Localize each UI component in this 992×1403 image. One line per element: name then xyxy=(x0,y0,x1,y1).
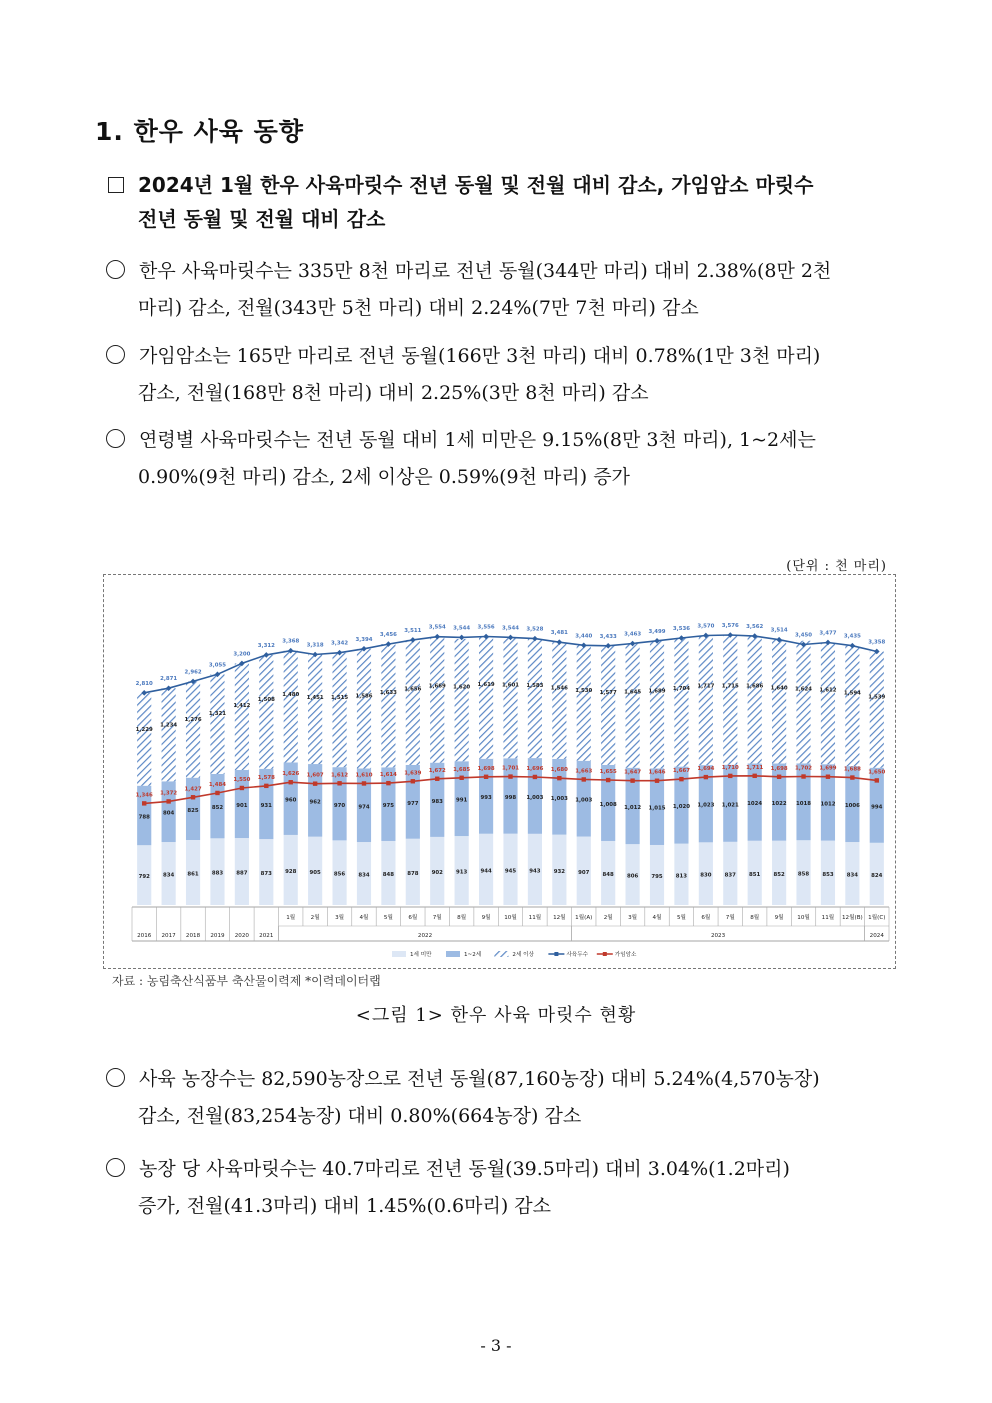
data-label-under-1yr: 883 xyxy=(211,870,224,877)
axis-tick-label: 10월 xyxy=(504,915,517,921)
data-label-total: 3,576 xyxy=(721,623,739,630)
breeding-cow-point xyxy=(459,776,463,780)
data-label-over-2yr: 1,612 xyxy=(819,687,837,694)
bullet-paragraph xyxy=(106,422,896,496)
data-label-1-2yr: 983 xyxy=(431,798,443,805)
data-label-total: 3,562 xyxy=(746,624,764,631)
breeding-cow-point xyxy=(777,775,781,779)
data-label-under-1yr: 943 xyxy=(529,868,541,875)
data-label-breeding-cow: 1,672 xyxy=(428,767,446,774)
data-label-total: 3,556 xyxy=(477,624,495,631)
circle-bullet-icon xyxy=(106,1158,125,1177)
breeding-cow-point xyxy=(582,777,586,781)
axis-tick-label: 7월 xyxy=(725,915,735,921)
data-label-under-1yr: 852 xyxy=(773,871,785,878)
data-label-breeding-cow: 1,655 xyxy=(599,769,617,776)
data-label-over-2yr: 1,321 xyxy=(208,711,226,718)
bar-over-2yr xyxy=(430,637,444,763)
data-label-total: 3,544 xyxy=(453,625,471,632)
bar-over-2yr xyxy=(870,652,884,768)
breeding-cow-point xyxy=(215,791,219,795)
data-label-1-2yr: 998 xyxy=(504,794,517,801)
data-label-total: 3,511 xyxy=(404,627,422,634)
data-label-over-2yr: 1,624 xyxy=(795,686,813,693)
bar-over-2yr xyxy=(650,641,664,769)
legend-label: 사육두수 xyxy=(566,952,589,958)
data-label-breeding-cow: 1,550 xyxy=(233,776,251,783)
axis-tick-label: 5월 xyxy=(676,915,686,921)
data-label-1-2yr: 804 xyxy=(162,810,175,817)
bullet-paragraph xyxy=(106,1061,896,1135)
data-label-breeding-cow: 1,639 xyxy=(404,770,422,777)
data-label-1-2yr: 852 xyxy=(211,805,224,812)
data-label-total: 3,055 xyxy=(208,662,226,669)
breeding-cow-point xyxy=(362,781,366,785)
data-label-over-2yr: 1,234 xyxy=(160,722,178,729)
data-label-under-1yr: 792 xyxy=(138,874,150,881)
breeding-cow-point xyxy=(826,775,830,779)
data-label-1-2yr: 960 xyxy=(285,797,297,804)
bar-over-2yr xyxy=(795,641,813,764)
data-label-under-1yr: 932 xyxy=(553,868,565,875)
data-label-over-2yr: 1,594 xyxy=(843,690,861,697)
data-label-under-1yr: 853 xyxy=(822,871,834,878)
data-label-1-2yr: 977 xyxy=(407,800,419,807)
bar-over-2yr xyxy=(381,644,395,767)
data-label-under-1yr: 905 xyxy=(309,869,321,876)
unit-label: (단위 : 천 마리) xyxy=(786,559,887,574)
bar-over-2yr xyxy=(186,681,200,777)
data-label-total: 3,440 xyxy=(575,633,593,640)
data-label-over-2yr: 1,412 xyxy=(233,702,251,709)
data-label-total: 2,962 xyxy=(184,669,202,676)
data-label-under-1yr: 848 xyxy=(602,871,614,878)
legend-label: 가임암소 xyxy=(614,952,637,958)
data-label-total: 3,450 xyxy=(795,632,813,639)
breeding-cow-point xyxy=(606,778,610,782)
bullet-line-1 xyxy=(106,1061,896,1098)
axis-tick-label: 9월 xyxy=(481,915,491,921)
breeding-cow-point xyxy=(728,774,732,778)
axis-year-label: 2022 xyxy=(417,933,433,939)
bar-over-2yr xyxy=(259,655,273,769)
data-label-over-2yr: 1,620 xyxy=(453,684,471,691)
circle-bullet-icon xyxy=(106,345,125,364)
breeding-cow-point xyxy=(191,795,195,799)
data-label-over-2yr: 1,508 xyxy=(257,697,275,704)
legend-swatch xyxy=(392,951,406,957)
data-label-under-1yr: 813 xyxy=(675,873,688,880)
breeding-cow-point xyxy=(704,775,708,779)
data-label-over-2yr: 1,619 xyxy=(477,681,495,688)
data-label-breeding-cow: 1,346 xyxy=(135,792,153,799)
data-label-total: 3,570 xyxy=(697,623,715,630)
data-label-breeding-cow: 1,694 xyxy=(697,766,715,773)
data-label-total: 3,456 xyxy=(379,632,397,639)
legend-swatch xyxy=(446,951,460,957)
axis-tick-label: 9월 xyxy=(774,915,784,921)
axis-tick-label: 2016 xyxy=(137,933,152,939)
bar-over-2yr xyxy=(577,645,591,761)
axis-tick-label: 1월(C) xyxy=(868,915,886,921)
data-label-1-2yr: 825 xyxy=(187,807,199,814)
data-label-total: 2,871 xyxy=(160,676,178,683)
legend-swatch xyxy=(494,951,508,957)
data-label-1-2yr: 931 xyxy=(260,802,272,809)
breeding-cow-point xyxy=(313,781,317,785)
bar-over-2yr xyxy=(748,636,762,763)
bullet-line-2: 감소, 전월(168만 8천 마리) 대비 2.25%(3만 8천 마리) 감소 xyxy=(138,382,649,404)
data-label-breeding-cow: 1,607 xyxy=(306,772,324,779)
data-label-1-2yr: 974 xyxy=(358,804,370,811)
data-label-breeding-cow: 1,646 xyxy=(648,769,666,776)
bar-over-2yr xyxy=(601,646,615,765)
data-label-breeding-cow: 1,711 xyxy=(746,764,764,771)
breeding-cow-point xyxy=(411,779,415,783)
data-label-over-2yr: 1,633 xyxy=(379,689,397,696)
data-label-total: 3,312 xyxy=(257,642,275,649)
axis-tick-label: 2월 xyxy=(310,915,320,921)
data-label-1-2yr: 994 xyxy=(871,804,883,811)
data-label-total: 3,477 xyxy=(819,630,837,637)
data-label-breeding-cow: 1,650 xyxy=(868,769,886,776)
data-label-breeding-cow: 1,667 xyxy=(672,768,690,775)
bullet-line-2: 마리) 감소, 전월(343만 5천 마리) 대비 2.24%(7만 7천 마리) 감소 xyxy=(138,297,699,319)
data-label-1-2yr: 1024 xyxy=(747,801,763,808)
bar-over-2yr xyxy=(235,663,249,770)
data-label-over-2yr: 1,715 xyxy=(721,683,739,690)
legend-label: 2세 이상 xyxy=(512,952,534,958)
data-label-breeding-cow: 1,698 xyxy=(477,765,495,772)
data-label-1-2yr: 1,020 xyxy=(672,804,690,811)
chart-frame xyxy=(103,574,896,969)
axis-tick-label: 3월 xyxy=(335,915,345,921)
breeding-cow-point xyxy=(533,775,537,779)
data-label-1-2yr: 1,003 xyxy=(575,797,593,804)
data-label-under-1yr: 795 xyxy=(651,873,663,880)
data-label-1-2yr: 1018 xyxy=(796,800,812,807)
data-label-breeding-cow: 1,372 xyxy=(160,790,178,797)
axis-tick-label: 12월(B) xyxy=(842,915,863,921)
breeding-cow-point xyxy=(801,774,805,778)
bullet-paragraph xyxy=(106,338,896,412)
data-label-total: 3,554 xyxy=(428,624,446,631)
data-label-total: 3,544 xyxy=(501,625,520,632)
section-heading: 1. 한우 사육 동향 xyxy=(95,117,304,146)
bullet-line-1 xyxy=(106,1151,896,1188)
axis-tick-label: 2021 xyxy=(259,933,274,939)
bullet-line-2: 0.90%(9천 마리) 감소, 2세 이상은 0.59%(9천 마리) 증가 xyxy=(138,466,630,488)
bar-over-2yr xyxy=(331,653,349,767)
data-label-1-2yr: 1012 xyxy=(820,801,836,808)
data-label-breeding-cow: 1,699 xyxy=(819,765,837,772)
bullet-text: 사육 농장수는 82,590농장으로 전년 동월(87,160농장) 대비 5.24%(4,570농장) xyxy=(139,1068,820,1090)
data-label-over-2yr: 1,601 xyxy=(501,682,520,689)
bar-over-2yr xyxy=(137,693,151,786)
data-label-total: 3,342 xyxy=(331,640,349,647)
data-label-over-2yr: 1,640 xyxy=(770,685,788,692)
data-label-under-1yr: 824 xyxy=(871,872,883,879)
data-label-total: 3,318 xyxy=(306,642,324,649)
data-label-breeding-cow: 1,647 xyxy=(624,769,642,776)
data-label-under-1yr: 907 xyxy=(578,869,590,876)
breeding-cow-point xyxy=(655,779,659,783)
axis-tick-label: 12월 xyxy=(553,915,566,921)
data-label-total: 3,536 xyxy=(672,626,690,633)
data-label-breeding-cow: 1,680 xyxy=(550,767,568,774)
bar-over-2yr xyxy=(674,638,688,767)
bar-over-2yr xyxy=(699,635,713,765)
data-label-under-1yr: 887 xyxy=(236,870,248,877)
data-label-over-2yr: 1,689 xyxy=(648,688,666,695)
bar-over-2yr xyxy=(501,637,520,758)
page-number: - 3 - xyxy=(480,1336,512,1355)
data-label-over-2yr: 1,656 xyxy=(404,686,422,693)
data-label-1-2yr: 1,021 xyxy=(721,802,739,809)
circle-bullet-icon xyxy=(106,1068,125,1087)
data-label-under-1yr: 858 xyxy=(797,871,810,878)
axis-tick-label: 4월 xyxy=(359,915,369,921)
breeding-cow-point xyxy=(752,774,756,778)
axis-tick-label: 7월 xyxy=(432,915,442,921)
bullet-line-1 xyxy=(106,338,896,375)
data-label-total: 3,200 xyxy=(233,651,251,658)
breeding-cow-point xyxy=(875,778,879,782)
legend-marker xyxy=(603,952,607,956)
bar-over-2yr xyxy=(772,640,786,764)
bar-over-2yr xyxy=(357,649,371,769)
livestock-chart xyxy=(104,575,894,967)
axis-tick-label: 1월(A) xyxy=(575,915,593,921)
data-label-1-2yr: 975 xyxy=(382,803,395,810)
bar-over-2yr xyxy=(162,688,176,781)
axis-tick-label: 2019 xyxy=(210,933,225,939)
legend-label: 1~2세 xyxy=(464,952,482,958)
axis-tick-label: 2020 xyxy=(234,933,250,939)
breeding-cow-point xyxy=(166,799,170,803)
breeding-cow-point xyxy=(289,780,293,784)
source-note: 자료 : 농림축산식품부 축산물이력제 *이력데이터랩 xyxy=(112,974,381,988)
bar-over-2yr xyxy=(284,651,298,763)
data-label-1-2yr: 1,015 xyxy=(648,805,666,812)
data-label-over-2yr: 1,229 xyxy=(135,727,153,734)
data-label-under-1yr: 834 xyxy=(846,872,859,879)
data-label-breeding-cow: 1,685 xyxy=(453,766,471,773)
axis-tick-label: 8월 xyxy=(750,915,760,921)
data-label-breeding-cow: 1,698 xyxy=(770,765,788,772)
data-label-1-2yr: 993 xyxy=(480,795,492,802)
data-label-breeding-cow: 1,702 xyxy=(795,765,813,772)
breeding-cow-point xyxy=(850,775,854,779)
bullet-text: 농장 당 사육마릿수는 40.7마리로 전년 동월(39.5마리) 대비 3.04%(1.2마리) xyxy=(139,1158,790,1180)
axis-tick-label: 2월 xyxy=(603,915,613,921)
data-label-total: 3,358 xyxy=(868,639,886,646)
bullet-line-1 xyxy=(106,422,896,459)
bar-over-2yr xyxy=(455,639,469,761)
data-label-1-2yr: 1,003 xyxy=(550,795,568,802)
data-label-breeding-cow: 1,614 xyxy=(379,772,397,779)
data-label-breeding-cow: 1,688 xyxy=(843,766,861,773)
data-label-under-1yr: 913 xyxy=(456,869,468,876)
data-label-under-1yr: 945 xyxy=(504,868,517,875)
data-label-under-1yr: 806 xyxy=(626,873,639,880)
data-label-breeding-cow: 1,696 xyxy=(526,765,544,772)
axis-tick-label: 6월 xyxy=(701,915,711,921)
data-label-over-2yr: 1,586 xyxy=(355,693,373,700)
data-label-under-1yr: 834 xyxy=(358,872,370,879)
breeding-cow-point xyxy=(484,775,488,779)
summary-line-1 xyxy=(108,167,813,203)
axis-tick-label: 2017 xyxy=(161,933,176,939)
data-label-1-2yr: 970 xyxy=(333,802,346,809)
summary-text-1: 2024년 1월 한우 사육마릿수 전년 동월 및 전월 대비 감소, 가임암소 마릿수 xyxy=(138,173,814,197)
bullet-paragraph xyxy=(106,253,896,327)
data-label-1-2yr: 1,012 xyxy=(624,804,642,811)
data-label-total: 3,481 xyxy=(550,630,568,637)
bar-over-2yr xyxy=(528,639,542,759)
data-label-under-1yr: 902 xyxy=(431,869,443,876)
axis-tick-label: 3월 xyxy=(628,915,638,921)
breeding-cow-point xyxy=(240,786,244,790)
data-label-breeding-cow: 1,663 xyxy=(575,768,593,775)
data-label-under-1yr: 830 xyxy=(700,872,712,879)
breeding-cow-point xyxy=(386,781,390,785)
axis-tick-label: 2018 xyxy=(185,933,201,939)
data-label-1-2yr: 901 xyxy=(236,803,248,810)
data-label-total: 3,463 xyxy=(624,631,642,638)
data-label-1-2yr: 788 xyxy=(138,814,150,821)
data-label-total: 3,499 xyxy=(648,628,666,635)
bar-over-2yr xyxy=(210,674,224,774)
data-label-under-1yr: 861 xyxy=(187,871,199,878)
data-label-total: 3,435 xyxy=(843,633,861,640)
data-label-1-2yr: 1,003 xyxy=(526,794,544,801)
axis-tick-label: 1월 xyxy=(286,915,296,921)
bullet-text: 한우 사육마릿수는 335만 8천 마리로 전년 동월(344만 마리) 대비 2.38%(8만 2천 xyxy=(139,260,832,282)
bar-over-2yr xyxy=(308,654,322,764)
axis-tick-label: 10월 xyxy=(797,915,810,921)
legend-label: 1세 미만 xyxy=(410,952,432,958)
data-label-over-2yr: 1,669 xyxy=(428,683,446,690)
data-label-over-2yr: 1,704 xyxy=(672,685,690,692)
data-label-under-1yr: 837 xyxy=(724,872,736,879)
breeding-cow-point xyxy=(337,781,341,785)
legend-marker xyxy=(554,952,558,956)
bullet-line-2: 감소, 전월(83,254농장) 대비 0.80%(664농장) 감소 xyxy=(138,1105,582,1127)
axis-tick-label: 11월 xyxy=(821,915,835,921)
data-label-breeding-cow: 1,578 xyxy=(257,774,275,781)
data-label-1-2yr: 1006 xyxy=(844,803,860,810)
data-label-under-1yr: 878 xyxy=(407,870,419,877)
axis-tick-label: 6월 xyxy=(408,915,418,921)
data-label-breeding-cow: 1,427 xyxy=(184,786,202,793)
breeding-cow-point xyxy=(557,776,561,780)
data-label-breeding-cow: 1,484 xyxy=(208,781,226,788)
data-label-under-1yr: 834 xyxy=(162,872,175,879)
data-label-1-2yr: 1,008 xyxy=(599,801,617,808)
data-label-1-2yr: 991 xyxy=(456,797,468,804)
axis-year-label: 2024 xyxy=(869,933,884,939)
data-label-total: 3,514 xyxy=(770,627,788,634)
bar-over-2yr xyxy=(479,637,493,759)
bullet-line-1 xyxy=(106,253,896,290)
bar-over-2yr xyxy=(406,640,420,765)
breeding-cow-point xyxy=(435,777,439,781)
data-label-breeding-cow: 1,626 xyxy=(282,771,300,778)
data-label-over-2yr: 1,583 xyxy=(526,682,544,689)
data-label-over-2yr: 1,546 xyxy=(550,685,568,692)
data-label-total: 2,810 xyxy=(135,680,153,687)
bullet-line-2: 증가, 전월(41.3마리) 대비 1.45%(0.6마리) 감소 xyxy=(138,1195,551,1217)
breeding-cow-point xyxy=(142,801,146,805)
data-label-over-2yr: 1,539 xyxy=(868,694,886,701)
breeding-cow-point xyxy=(630,778,634,782)
data-label-total: 3,368 xyxy=(282,638,300,645)
data-label-1-2yr: 962 xyxy=(309,799,321,806)
bullet-text: 가임암소는 165만 마리로 전년 동월(166만 3천 마리) 대비 0.78%(1만 3천 마리) xyxy=(139,345,821,367)
axis-tick-label: 11월 xyxy=(528,915,542,921)
data-label-total: 3,394 xyxy=(355,636,373,643)
circle-bullet-icon xyxy=(106,260,125,279)
data-label-breeding-cow: 1,610 xyxy=(355,772,373,779)
bar-over-2yr xyxy=(626,644,640,768)
bullet-paragraph xyxy=(106,1151,896,1225)
breeding-cow-point xyxy=(679,777,683,781)
axis-tick-label: 8월 xyxy=(457,915,467,921)
data-label-under-1yr: 848 xyxy=(382,871,395,878)
data-label-under-1yr: 944 xyxy=(480,868,492,875)
summary-line-2: 전년 동월 및 전월 대비 감소 xyxy=(138,207,386,231)
data-label-breeding-cow: 1,710 xyxy=(721,764,739,771)
axis-year-label: 2023 xyxy=(710,933,726,939)
data-label-over-2yr: 1,276 xyxy=(184,716,202,723)
data-label-under-1yr: 928 xyxy=(285,868,297,875)
axis-tick-label: 5월 xyxy=(383,915,393,921)
data-label-under-1yr: 851 xyxy=(749,871,761,878)
data-label-over-2yr: 1,577 xyxy=(599,690,617,697)
data-label-1-2yr: 1,023 xyxy=(697,802,715,809)
circle-bullet-icon xyxy=(106,429,125,448)
bar-over-2yr xyxy=(552,642,566,759)
data-label-under-1yr: 856 xyxy=(333,871,346,878)
bar-over-2yr xyxy=(821,642,835,764)
breeding-cow-point xyxy=(508,774,512,778)
data-label-total: 3,528 xyxy=(526,626,544,633)
data-label-over-2yr: 1,645 xyxy=(624,689,642,696)
data-label-over-2yr: 1,686 xyxy=(746,683,764,690)
axis-tick-label: 4월 xyxy=(652,915,662,921)
data-label-over-2yr: 1,480 xyxy=(282,692,300,699)
breeding-cow-point xyxy=(264,784,268,788)
bar-over-2yr xyxy=(845,646,859,766)
square-bullet-icon xyxy=(108,177,124,193)
bullet-text: 연령별 사육마릿수는 전년 동월 대비 1세 미만은 9.15%(8만 3천 마리), 1~2세는 xyxy=(139,429,816,451)
data-label-over-2yr: 1,717 xyxy=(697,683,715,690)
bar-over-2yr xyxy=(723,635,737,764)
data-label-over-2yr: 1,515 xyxy=(331,695,349,702)
data-label-over-2yr: 1,451 xyxy=(306,695,324,702)
data-label-breeding-cow: 1,701 xyxy=(501,765,520,772)
data-label-1-2yr: 1022 xyxy=(771,801,787,808)
data-label-total: 3,433 xyxy=(599,633,617,640)
data-label-under-1yr: 873 xyxy=(260,871,272,878)
data-label-breeding-cow: 1,612 xyxy=(331,772,349,779)
data-label-over-2yr: 1,530 xyxy=(575,688,593,695)
figure-caption: <그림 1> 한우 사육 마릿수 현황 xyxy=(355,1005,637,1026)
